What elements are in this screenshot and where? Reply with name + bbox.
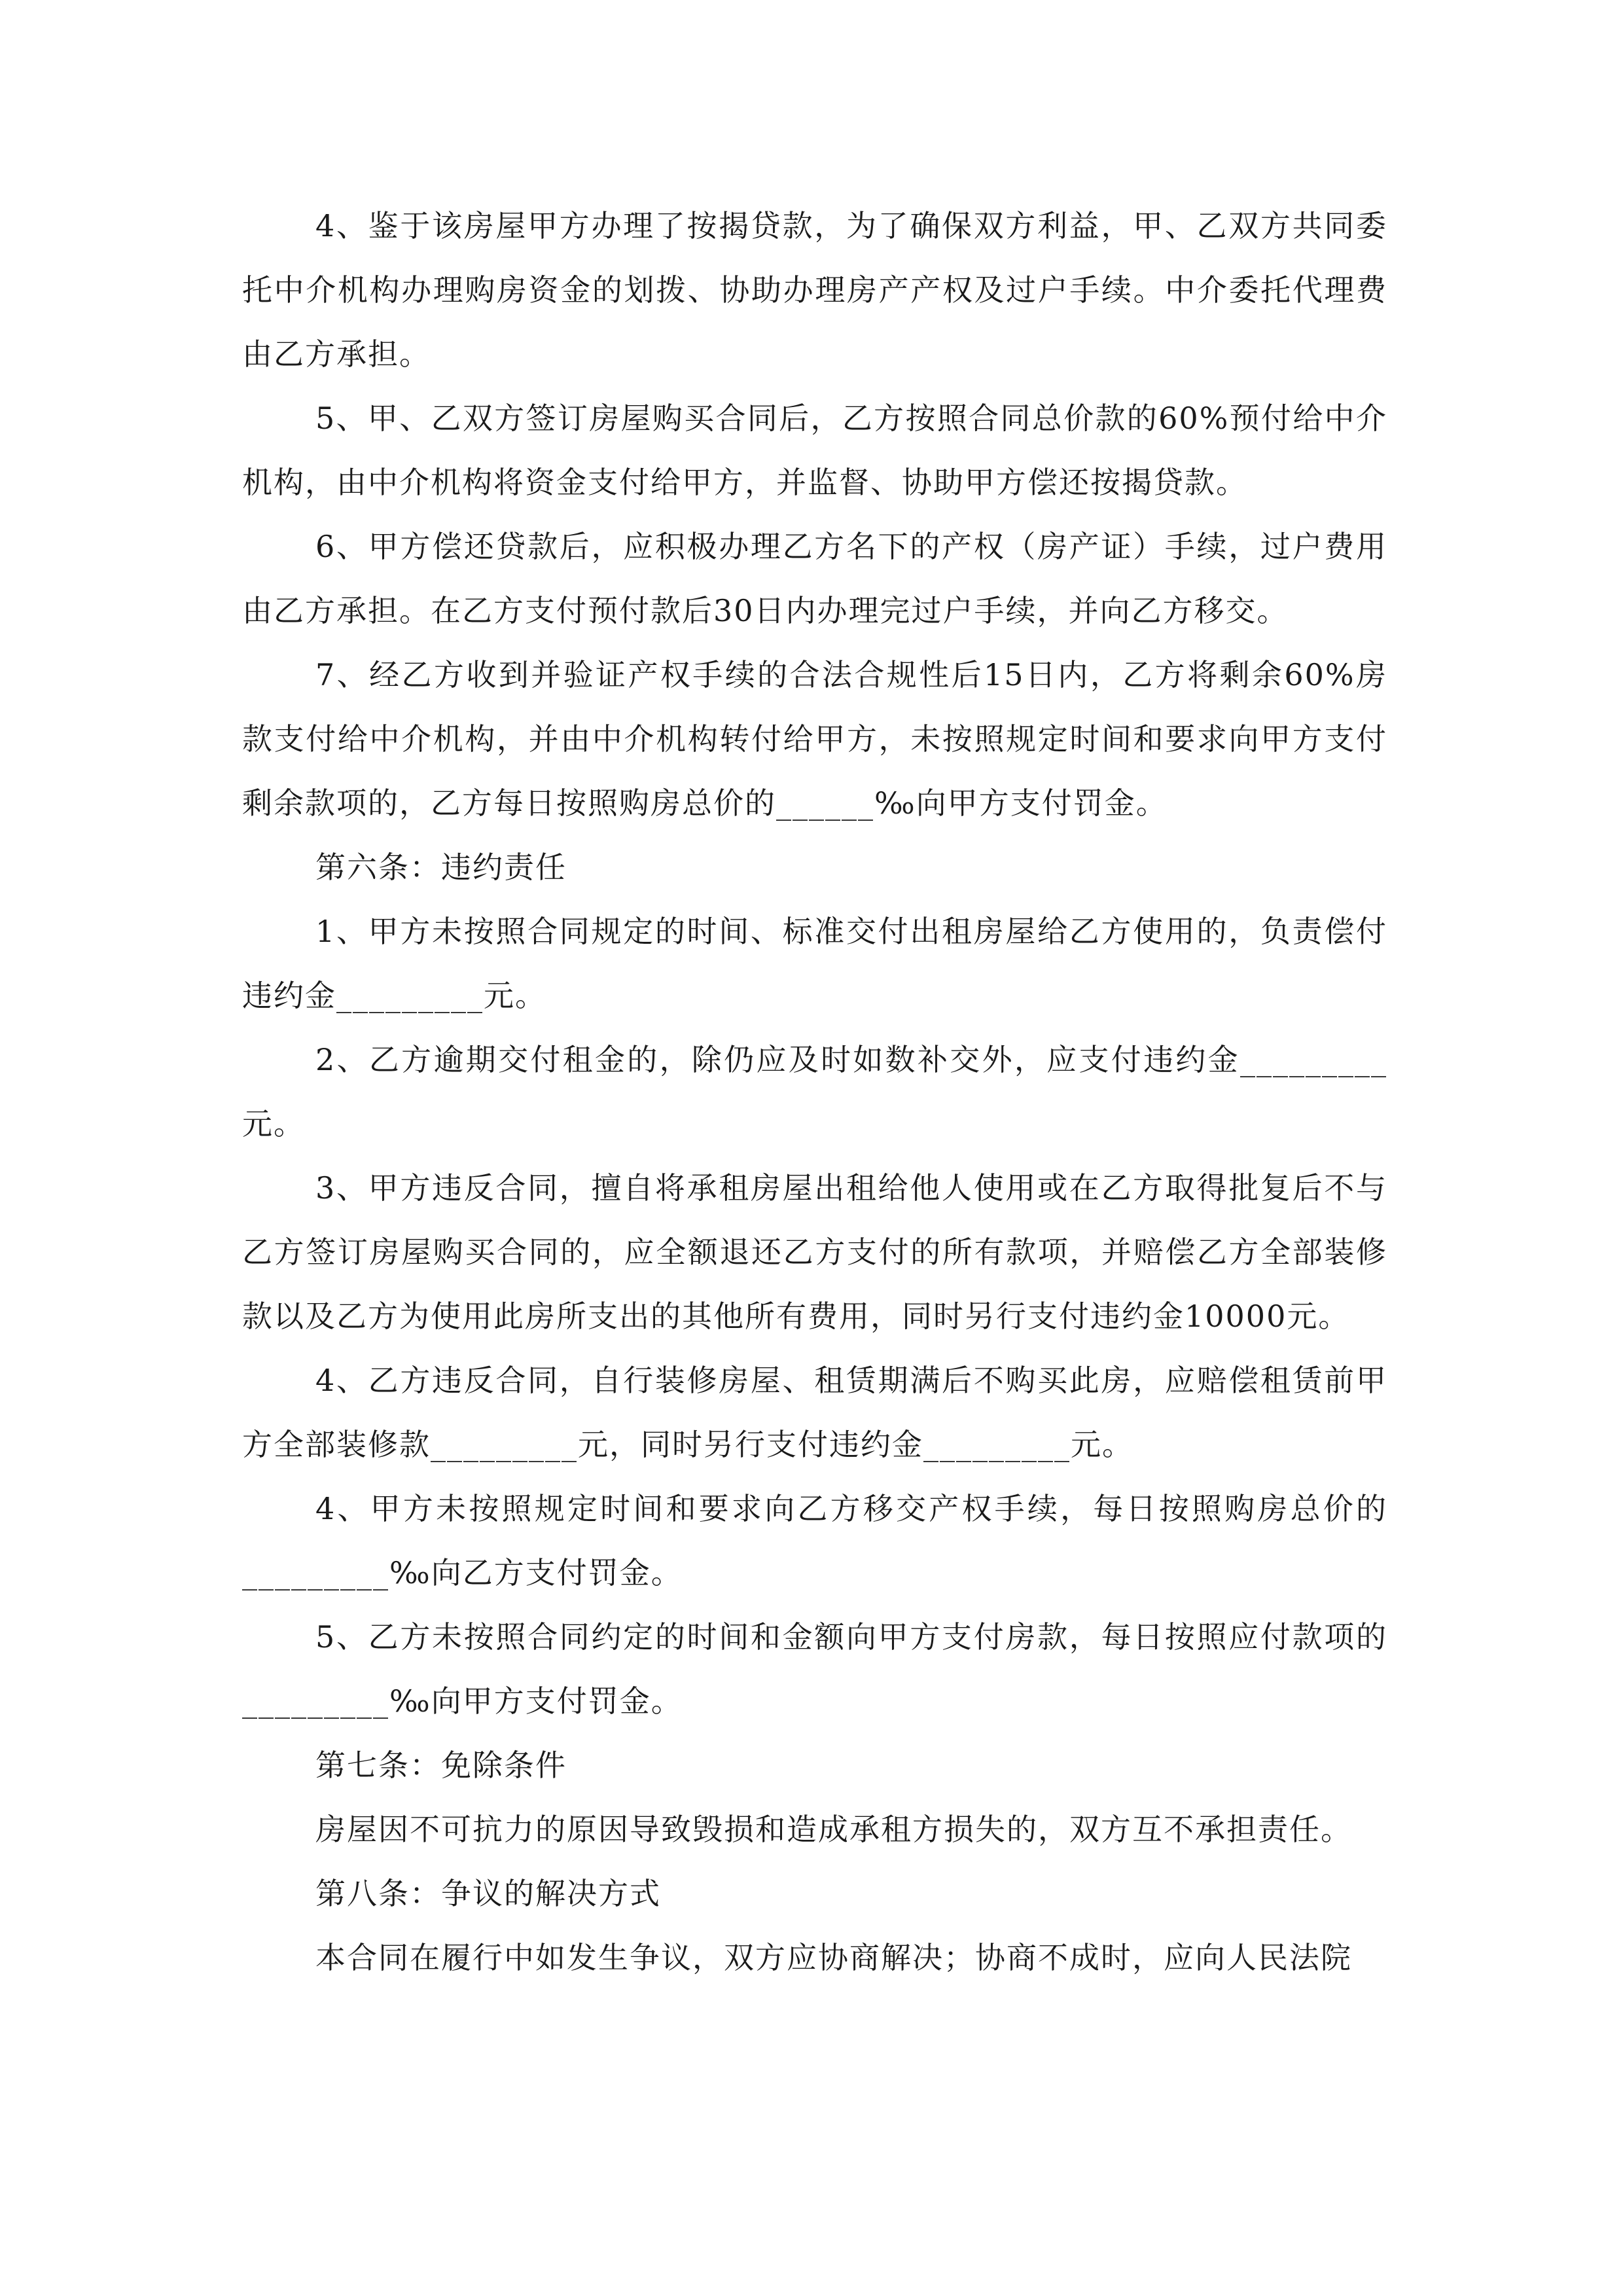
liability-item-1: 1、甲方未按照合同规定的时间、标准交付出租房屋给乙方使用的，负责偿付违约金_________元。 — [242, 914, 1387, 1013]
article-7-heading: 第七条：免除条件 — [315, 1748, 567, 1783]
clause-7-remaining-payment: 7、经乙方收到并验证产权手续的合法合规性后15日内，乙方将剩余60%房款支付给中介机构，并由中介机构转付给甲方，未按照规定时间和要求向甲方支付剩余款项的，乙方每日按照购房总价的______‰向甲方支付罚金。 — [242, 657, 1387, 821]
clause-6-title-transfer: 6、甲方偿还贷款后，应积极办理乙方名下的产权（房产证）手续，过户费用由乙方承担。在乙方支付预付款后30日内办理完过户手续，并向乙方移交。 — [242, 529, 1387, 628]
dispute-resolution-text: 本合同在履行中如发生争议，双方应协商解决；协商不成时，应向人民法院 — [315, 1940, 1352, 1975]
document-body — [242, 194, 1387, 1990]
clause-5-prepayment: 5、甲、乙双方签订房屋购买合同后，乙方按照合同总价款的60%预付给中介机构，由中介机构将资金支付给甲方，并监督、协助甲方偿还按揭贷款。 — [242, 401, 1387, 500]
liability-item-4b: 4、甲方未按照规定时间和要求向乙方移交产权手续，每日按照购房总价的_________‰向乙方支付罚金。 — [242, 1491, 1387, 1590]
liability-item-3: 3、甲方违反合同，擅自将承租房屋出租给他人使用或在乙方取得批复后不与乙方签订房屋购买合同的，应全额退还乙方支付的所有款项，并赔偿乙方全部装修款以及乙方为使用此房所支出的其他所有费用，同时另行支付违约金10000元。 — [242, 1170, 1387, 1334]
clause-4-mortgage: 4、鉴于该房屋甲方办理了按揭贷款，为了确保双方利益，甲、乙双方共同委托中介机构办理购房资金的划拨、协助办理房产产权及过户手续。中介委托代理费由乙方承担。 — [242, 208, 1387, 372]
liability-item-5: 5、乙方未按照合同约定的时间和金额向甲方支付房款，每日按照应付款项的_________‰向甲方支付罚金。 — [242, 1619, 1387, 1719]
article-6-heading: 第六条：违约责任 — [315, 850, 567, 885]
liability-item-2: 2、乙方逾期交付租金的，除仍应及时如数补交外，应支付违约金_________元。 — [242, 1042, 1387, 1141]
liability-item-4a: 4、乙方违反合同，自行装修房屋、租赁期满后不购买此房，应赔偿租赁前甲方全部装修款_________元，同时另行支付违约金_________元。 — [242, 1363, 1387, 1462]
article-8-heading: 第八条：争议的解决方式 — [315, 1876, 661, 1911]
exemption-text: 房屋因不可抗力的原因导致毁损和造成承租方损失的，双方互不承担责任。 — [315, 1812, 1352, 1847]
